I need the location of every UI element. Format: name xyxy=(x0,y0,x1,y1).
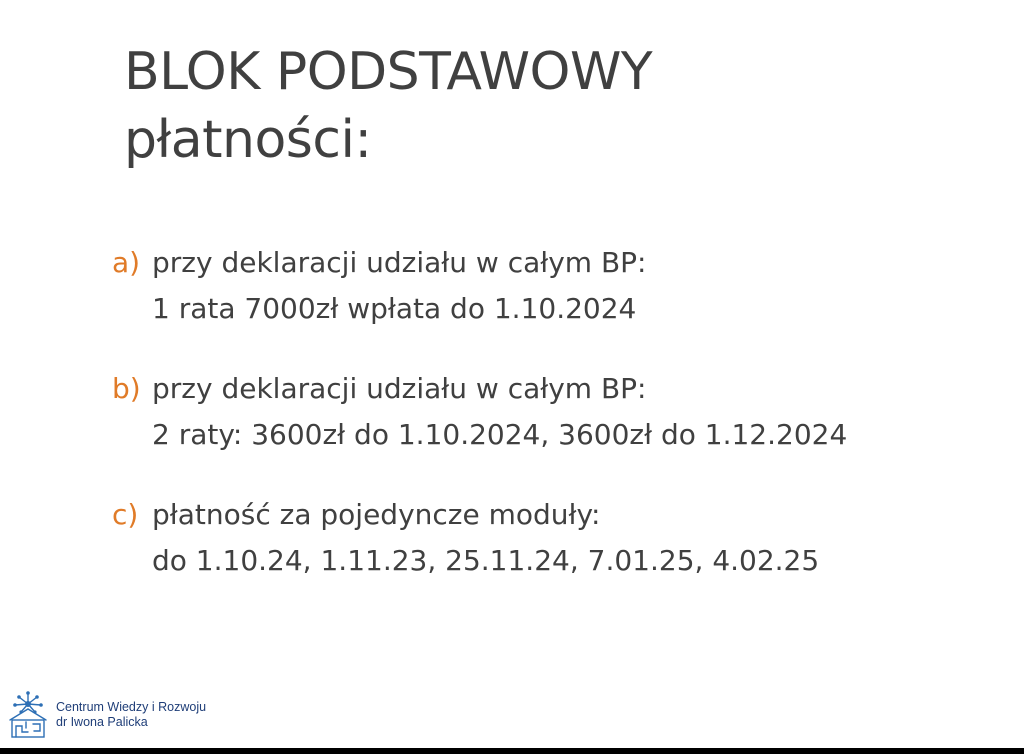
list-marker: a) xyxy=(112,246,141,279)
logo-text xyxy=(56,700,206,730)
title-line-1: BLOK PODSTAWOWY xyxy=(124,42,653,102)
list-item-b xyxy=(112,366,992,458)
logo-line-1: Centrum Wiedzy i Rozwoju xyxy=(56,700,207,714)
bottom-border xyxy=(0,748,1024,754)
list-marker: c) xyxy=(112,498,139,531)
list-item-line-1: płatność za pojedyncze moduły: xyxy=(152,498,601,531)
list-item-line-2: 2 raty: 3600zł do 1.10.2024, 3600zł do 1.12.2024 xyxy=(152,418,848,451)
payment-options-list xyxy=(112,240,992,584)
list-item-a xyxy=(112,240,992,332)
footer-logo xyxy=(6,690,206,740)
list-item-line-2: do 1.10.24, 1.11.23, 25.11.24, 7.01.25, 4.02.25 xyxy=(152,544,820,577)
network-house-logo-icon xyxy=(6,690,50,740)
list-item-line-2: 1 rata 7000zł wpłata do 1.10.2024 xyxy=(152,292,637,325)
list-item-line-1: przy deklaracji udziału w całym BP: xyxy=(152,246,647,279)
slide-title xyxy=(124,38,652,174)
title-line-2: płatności: xyxy=(124,110,372,170)
list-item-c xyxy=(112,492,992,584)
list-marker: b) xyxy=(112,372,141,405)
list-item-line-1: przy deklaracji udziału w całym BP: xyxy=(152,372,647,405)
logo-line-2: dr Iwona Palicka xyxy=(56,715,148,729)
